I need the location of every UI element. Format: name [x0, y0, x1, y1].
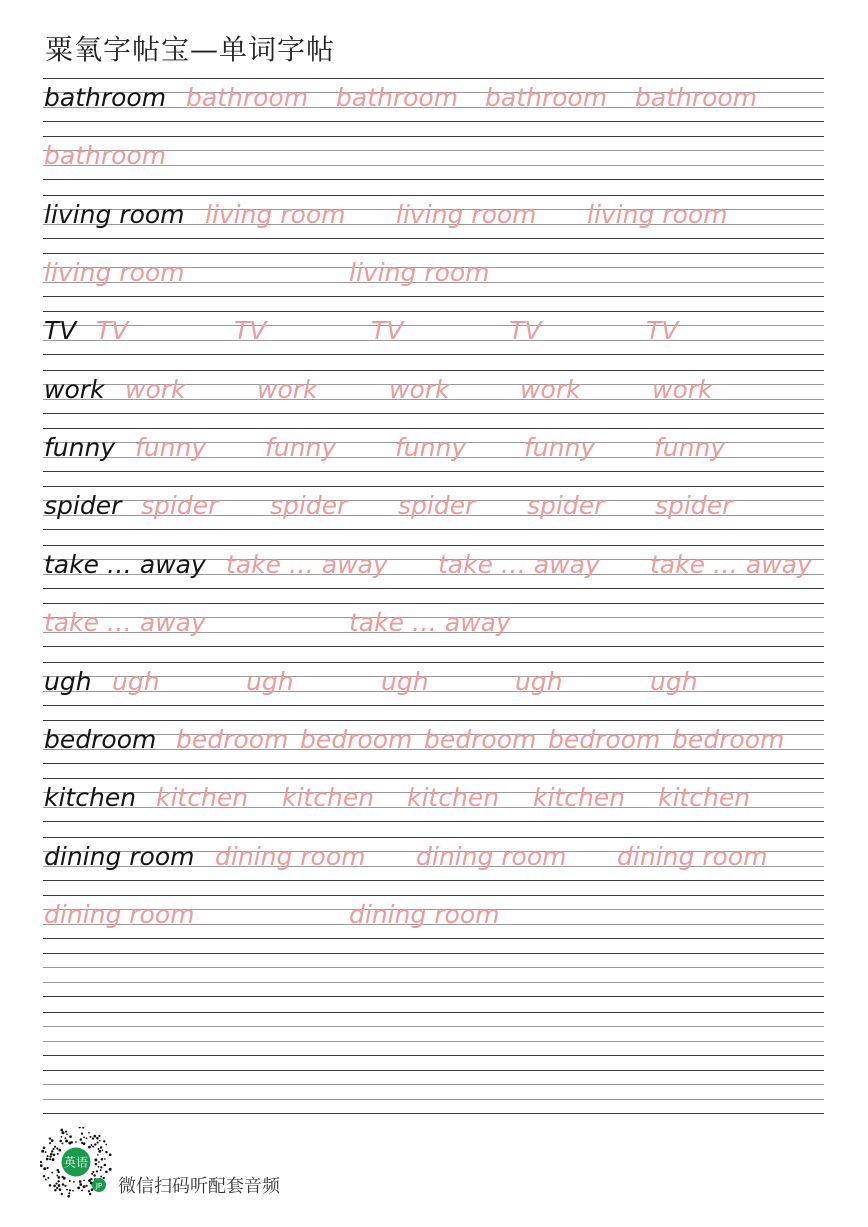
trace-word: ugh	[515, 667, 563, 696]
model-word: living room	[44, 200, 185, 229]
trace-word: dining room	[349, 900, 500, 929]
trace-word: take … away	[44, 608, 206, 637]
writing-row	[43, 311, 824, 355]
writing-row	[43, 545, 824, 589]
guide-line	[43, 486, 824, 487]
model-word: work	[44, 375, 105, 404]
trace-word: spider	[527, 491, 605, 520]
scan-caption: 微信扫码听配套音频	[118, 1176, 280, 1197]
trace-word: take … away	[349, 608, 511, 637]
guide-line	[43, 967, 824, 968]
guide-line	[43, 982, 824, 983]
writing-row	[43, 662, 824, 706]
trace-word: kitchen	[156, 783, 249, 812]
guide-line	[43, 603, 824, 604]
trace-word: TV	[509, 316, 542, 345]
guide-line	[43, 588, 824, 589]
guide-line	[43, 238, 824, 239]
guide-line	[43, 691, 824, 692]
guide-line	[43, 78, 824, 79]
trace-word: kitchen	[533, 783, 626, 812]
page-title: 粟氧字帖宝—单词字帖	[45, 33, 336, 66]
trace-word: take … away	[226, 550, 388, 579]
model-word: kitchen	[44, 783, 137, 812]
trace-word: funny	[265, 433, 337, 462]
guide-line	[43, 179, 824, 180]
trace-word: dining room	[44, 900, 195, 929]
trace-word: spider	[141, 491, 219, 520]
guide-line	[43, 837, 824, 838]
qr-badge-sub: JP	[95, 1182, 103, 1190]
guide-line	[43, 895, 824, 896]
guide-line	[43, 253, 824, 254]
trace-word: work	[389, 375, 450, 404]
trace-word: TV	[234, 316, 267, 345]
guide-line	[43, 1070, 824, 1071]
trace-word: kitchen	[658, 783, 751, 812]
writing-row	[43, 895, 824, 939]
trace-word: kitchen	[407, 783, 500, 812]
guide-line	[43, 880, 824, 881]
writing-row	[43, 1070, 824, 1114]
trace-word: spider	[398, 491, 476, 520]
trace-word: living room	[396, 200, 537, 229]
writing-row	[43, 253, 824, 297]
trace-word: TV	[96, 316, 129, 345]
trace-word: work	[520, 375, 581, 404]
model-word: dining room	[44, 842, 195, 871]
guide-line	[43, 953, 824, 954]
guide-line	[43, 136, 824, 137]
writing-row	[43, 428, 824, 472]
guide-line	[43, 340, 824, 341]
writing-row	[43, 78, 824, 122]
guide-line	[43, 821, 824, 822]
guide-line	[43, 195, 824, 196]
trace-word: dining room	[416, 842, 567, 871]
writing-row	[43, 720, 824, 764]
trace-word: dining room	[617, 842, 768, 871]
writing-row	[43, 486, 824, 530]
writing-row	[43, 136, 824, 180]
guide-line	[43, 705, 824, 706]
guide-line	[43, 471, 824, 472]
trace-word: take … away	[438, 550, 600, 579]
writing-row	[43, 778, 824, 822]
trace-word: living room	[587, 200, 728, 229]
trace-word: kitchen	[282, 783, 375, 812]
trace-word: funny	[395, 433, 467, 462]
guide-line	[43, 428, 824, 429]
guide-line	[43, 778, 824, 779]
writing-row	[43, 837, 824, 881]
guide-line	[43, 413, 824, 414]
guide-line	[43, 720, 824, 721]
trace-word: work	[652, 375, 713, 404]
trace-word: TV	[371, 316, 404, 345]
trace-word: living room	[205, 200, 346, 229]
trace-word: bedroom	[176, 725, 289, 754]
qr-badge-label: 英语	[63, 1155, 89, 1170]
guide-line	[43, 1099, 824, 1100]
guide-line	[43, 370, 824, 371]
model-word: bedroom	[44, 725, 157, 754]
guide-line	[43, 325, 824, 326]
trace-word: TV	[646, 316, 679, 345]
qr-code-icon[interactable]	[40, 1127, 112, 1199]
writing-row	[43, 1012, 824, 1056]
model-word: TV	[44, 316, 77, 345]
trace-word: ugh	[650, 667, 698, 696]
trace-word: living room	[349, 258, 490, 287]
trace-word: funny	[654, 433, 726, 462]
trace-word: spider	[655, 491, 733, 520]
guide-line	[43, 1026, 824, 1027]
guide-line	[43, 1055, 824, 1056]
trace-word: spider	[270, 491, 348, 520]
trace-word: work	[257, 375, 318, 404]
writing-row	[43, 370, 824, 414]
trace-word: take … away	[650, 550, 812, 579]
guide-line	[43, 646, 824, 647]
trace-word: bedroom	[672, 725, 785, 754]
trace-word: funny	[135, 433, 207, 462]
trace-word: ugh	[112, 667, 160, 696]
guide-line	[43, 1041, 824, 1042]
trace-word: ugh	[381, 667, 429, 696]
model-word: take … away	[44, 550, 206, 579]
guide-line	[43, 121, 824, 122]
writing-row	[43, 603, 824, 647]
guide-line	[43, 1012, 824, 1013]
trace-word: bedroom	[548, 725, 661, 754]
trace-word: bedroom	[424, 725, 537, 754]
trace-word: bedroom	[300, 725, 413, 754]
trace-word: work	[125, 375, 186, 404]
trace-word: bathroom	[186, 83, 309, 112]
writing-row	[43, 953, 824, 997]
trace-word: dining room	[215, 842, 366, 871]
guide-line	[43, 938, 824, 939]
trace-word: funny	[524, 433, 596, 462]
trace-word: bathroom	[336, 83, 459, 112]
guide-line	[43, 545, 824, 546]
guide-line	[43, 1113, 824, 1114]
guide-line	[43, 662, 824, 663]
guide-line	[43, 354, 824, 355]
model-word: ugh	[44, 667, 92, 696]
guide-line	[43, 529, 824, 530]
trace-word: bathroom	[485, 83, 608, 112]
trace-word: bathroom	[44, 141, 167, 170]
guide-line	[43, 676, 824, 677]
model-word: bathroom	[44, 83, 167, 112]
trace-word: ugh	[246, 667, 294, 696]
guide-line	[43, 296, 824, 297]
model-word: spider	[44, 491, 122, 520]
guide-line	[43, 1084, 824, 1085]
trace-word: bathroom	[635, 83, 758, 112]
writing-row	[43, 195, 824, 239]
guide-line	[43, 996, 824, 997]
guide-line	[43, 311, 824, 312]
model-word: funny	[44, 433, 116, 462]
guide-line	[43, 763, 824, 764]
trace-word: living room	[44, 258, 185, 287]
